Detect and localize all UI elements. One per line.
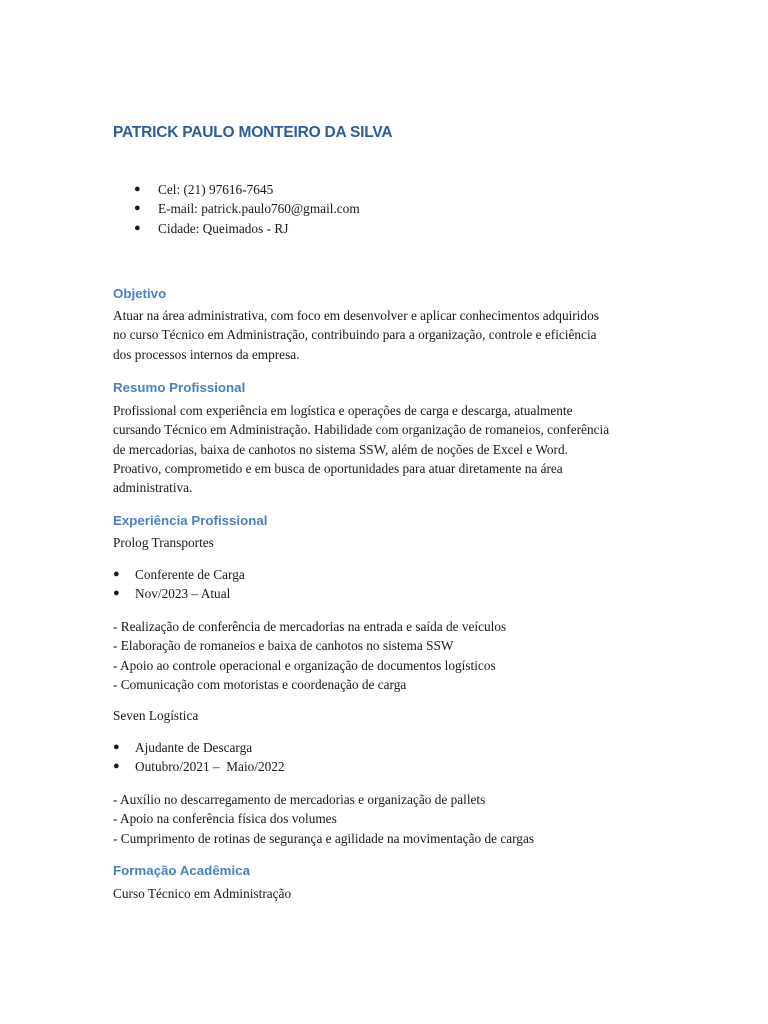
job-tasks [113, 790, 673, 848]
summary-line: Profissional com experiência em logística e operações de carga e descarga, atualmente [113, 403, 573, 418]
contact-list [134, 180, 360, 238]
job-company [113, 706, 673, 725]
education-course: Curso Técnico em Administração [113, 886, 292, 901]
objective-line: dos processos internos da empresa. [113, 346, 300, 362]
objective-line: Atuar na área administrativa, com foco em desenvolver e aplicar conhecimentos adquiridos [113, 308, 599, 323]
summary-text [113, 401, 673, 497]
objective-heading: Objetivo [113, 286, 167, 301]
job-task: - Realização de conferência de mercadorias na entrada e saída de veículos [113, 619, 507, 634]
job-period [113, 584, 245, 603]
job-role [113, 738, 285, 757]
company-name: Seven Logística [113, 708, 199, 723]
candidate-name: PATRICK PAULO MONTEIRO DA SILVA [113, 124, 393, 141]
bullet-icon: ● [113, 587, 120, 600]
job-role-text: Conferente de Carga [135, 567, 245, 582]
objective-line: no curso Técnico em Administração, contribuindo para a organização, controle e eficiência [113, 327, 597, 343]
summary-line: cursando Técnico em Administração. Habilidade com organização de romaneios, conferência [113, 422, 610, 438]
bullet-icon: ● [134, 221, 141, 234]
job-company [113, 533, 673, 552]
job-task: - Comunicação com motoristas e coordenação de carga [113, 676, 407, 692]
job-tasks [113, 617, 673, 694]
contact-phone [134, 180, 360, 199]
summary-heading: Resumo Profissional [113, 380, 246, 395]
job-role-text: Ajudante de Descarga [135, 740, 253, 755]
bullet-icon: ● [113, 760, 120, 773]
education-heading: Formação Acadêmica [113, 863, 250, 878]
company-name: Prolog Transportes [113, 535, 214, 550]
job-period-text: Nov/2023 – Atual [135, 586, 231, 602]
education-text [113, 884, 673, 903]
summary-line: Proativo, comprometido e em busca de oportunidades para atuar diretamente na área [113, 460, 563, 476]
job-details-list [113, 738, 285, 777]
contact-city-text: Cidade: Queimados - RJ [158, 220, 289, 236]
bullet-icon: ● [113, 568, 120, 580]
job-task: - Auxílio no descarregamento de mercadorias e organização de pallets [113, 792, 486, 807]
job-task: - Cumprimento de rotinas de segurança e agilidade na movimentação de cargas [113, 830, 535, 846]
job-period [113, 757, 285, 776]
contact-email-text: E-mail: patrick.paulo760@gmail.com [158, 201, 360, 217]
job-role [113, 565, 245, 584]
contact-phone-text: Cel: (21) 97616-7645 [158, 182, 274, 197]
job-task: - Apoio ao controle operacional e organização de documentos logísticos [113, 657, 496, 673]
summary-line: de mercadorias, baixa de canhotos no sistema SSW, além de noções de Excel e Word. [113, 441, 568, 457]
contact-city [134, 219, 360, 238]
job-details-list [113, 565, 245, 604]
job-task: - Elaboração de romaneios e baixa de canhotos no sistema SSW [113, 638, 454, 654]
objective-text [113, 306, 673, 364]
job-period-text: Outubro/2021 – Maio/2022 [135, 759, 285, 775]
summary-line: administrativa. [113, 480, 193, 496]
bullet-icon: ● [134, 202, 141, 215]
job-task: - Apoio na conferência física dos volumes [113, 811, 337, 827]
experience-heading: Experiência Profissional [113, 513, 268, 528]
bullet-icon: ● [113, 741, 120, 753]
contact-email [134, 199, 360, 218]
bullet-icon: ● [134, 183, 141, 195]
